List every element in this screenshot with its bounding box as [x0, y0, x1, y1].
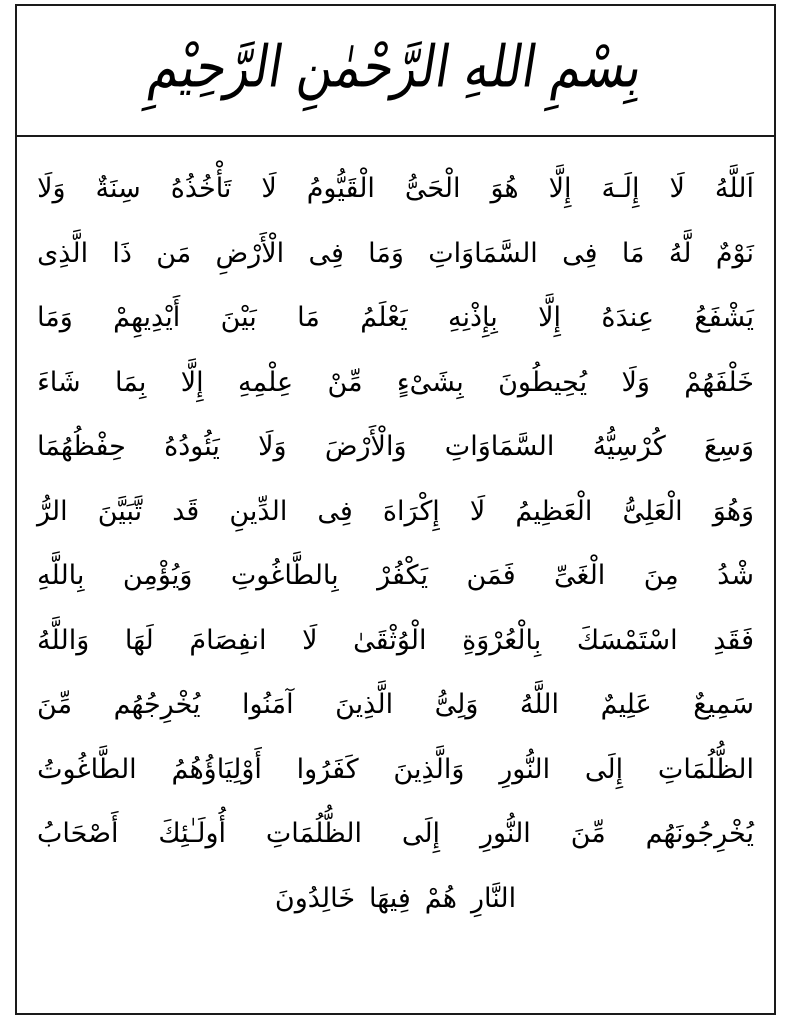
- verse-word: وَلَا: [621, 366, 650, 398]
- verse-line-inner: [37, 867, 754, 932]
- verse-line: [37, 867, 754, 932]
- verse-word: أَوْلِيَاؤُهُمُ: [171, 753, 262, 785]
- verse-word: مِّنْ: [327, 366, 363, 398]
- verse-line-inner: [37, 415, 754, 480]
- verse-line-inner: [37, 738, 754, 803]
- verse-word: بِإِذْنِهِ: [448, 302, 498, 333]
- verse-word: فِيهَا: [369, 882, 411, 914]
- verse-word: كَفَرُوا: [296, 753, 359, 785]
- verse-word: سَمِيعٌ: [693, 689, 754, 720]
- verse-word: يُحِيطُونَ: [498, 366, 588, 398]
- verse-word: يَكْفُرْ: [377, 560, 429, 591]
- verse-word: الْقَيُّومُ: [306, 173, 375, 204]
- verse-word: آمَنُوا: [242, 689, 294, 720]
- verse-line-inner: [37, 609, 754, 674]
- verse-body: [17, 137, 774, 1013]
- verse-word: الْغَىِّ: [554, 560, 606, 591]
- verse-word: مَن: [156, 237, 192, 269]
- verse-word: لَّهُ: [668, 237, 692, 269]
- verse-word: وَاللَّهُ: [37, 624, 90, 656]
- verse-word: مَا: [621, 237, 645, 269]
- verse-word: عِندَهُ: [601, 302, 654, 333]
- verse-line-inner: [37, 480, 754, 545]
- verse-word: مِنَ: [643, 560, 679, 591]
- verse-word: كُرْسِيُّهُ: [592, 431, 666, 462]
- verse-word: الَّذِينَ: [335, 689, 394, 720]
- verse-line: [37, 609, 754, 674]
- verse-line: [37, 286, 754, 351]
- page-frame: [15, 4, 776, 1015]
- verse-word: تَأْخُذُهُ: [170, 173, 232, 204]
- verse-word: وَهُوَ: [712, 495, 754, 527]
- verse-word: لَا: [469, 495, 486, 527]
- verse-word: فَمَن: [466, 560, 516, 591]
- verse-word: شَاءَ: [37, 366, 81, 398]
- verse-line-inner: [37, 286, 754, 351]
- verse-word: يُخْرِجُهُم: [113, 689, 201, 720]
- verse-word: بِشَىْءٍ: [396, 366, 464, 398]
- verse-word: اَللَّهُ: [714, 173, 754, 204]
- verse-line: [37, 157, 754, 222]
- verse-word: تَّبَيَّنَ: [97, 495, 143, 527]
- verse-word: أُولَـٰئِكَ: [158, 818, 226, 849]
- verse-word: شْدُ: [717, 560, 754, 591]
- verse-word: النُّورِ: [479, 818, 531, 849]
- verse-word: يَعْلَمُ: [360, 302, 408, 333]
- verse-word: مِّنَ: [37, 689, 73, 720]
- verse-line: [37, 222, 754, 287]
- verse-word: هُوَ: [490, 173, 519, 204]
- verse-word: إِلَـهَ: [601, 173, 640, 204]
- verse-word: سِنَةٌ: [95, 173, 141, 204]
- verse-word: النَّارِ: [471, 882, 517, 914]
- verse-word: عَلِيمٌ: [600, 689, 652, 720]
- verse-word: الْأَرْضِ: [215, 237, 285, 269]
- verse-line-inner: [37, 157, 754, 222]
- verse-word: اللَّهُ: [519, 689, 560, 720]
- verse-line: [37, 480, 754, 545]
- verse-word: وَلَا: [258, 431, 287, 462]
- verse-word: اسْتَمْسَكَ: [576, 624, 678, 656]
- verse-word: فِى: [562, 237, 598, 269]
- verse-word: فِى: [317, 495, 353, 527]
- verse-word: أَيْدِيهِمْ: [113, 302, 181, 333]
- verse-word: الْوُثْقَىٰ: [353, 624, 427, 656]
- verse-word: النُّورِ: [499, 753, 551, 785]
- verse-word: بَيْنَ: [220, 302, 257, 333]
- verse-word: إِلَى: [401, 818, 441, 849]
- verse-word: بِمَا: [114, 366, 147, 398]
- verse-line-inner: [37, 351, 754, 416]
- verse-word: انفِصَامَ: [189, 624, 267, 656]
- verse-line: [37, 673, 754, 738]
- verse-word: يَشْفَعُ: [694, 302, 754, 333]
- verse-word: مِّنَ: [570, 818, 606, 849]
- verse-word: الظُّلُمَاتِ: [265, 818, 362, 849]
- verse-word: هُمْ: [424, 882, 457, 914]
- verse-word: يُخْرِجُونَهُم: [645, 818, 754, 849]
- verse-line: [37, 544, 754, 609]
- verse-line-inner: [37, 544, 754, 609]
- verse-word: فِى: [308, 237, 344, 269]
- verse-word: قَد: [172, 495, 200, 527]
- verse-word: إِلَّا: [548, 173, 572, 204]
- verse-word: حِفْظُهُمَا: [37, 431, 126, 462]
- verse-word: الطَّاغُوتُ: [37, 753, 137, 785]
- verse-word: وَلَا: [37, 173, 66, 204]
- verse-line-inner: [37, 673, 754, 738]
- verse-word: بِاللَّهِ: [37, 560, 85, 591]
- verse-word: يَئُودُهُ: [164, 431, 220, 462]
- basmala-panel: [17, 6, 774, 137]
- verse-word: إِكْرَاهَ: [382, 495, 440, 527]
- verse-word: بِالطَّاغُوتِ: [230, 560, 339, 591]
- verse-word: خَلْفَهُمْ: [684, 366, 754, 398]
- verse-word: إِلَّا: [538, 302, 562, 333]
- verse-word: إِلَّا: [180, 366, 204, 398]
- verse-word: الرُّ: [37, 495, 68, 527]
- verse-word: الَّذِى: [37, 237, 89, 269]
- verse-line-inner: [37, 802, 754, 867]
- verse-word: لَهَا: [124, 624, 154, 656]
- verse-word: وَالَّذِينَ: [393, 753, 465, 785]
- verse-line: [37, 802, 754, 867]
- verse-line-inner: [37, 222, 754, 287]
- verse-word: وَلِىُّ: [434, 689, 479, 720]
- verse-word: الْعَلِىُّ: [622, 495, 683, 527]
- verse-word: وَمَا: [37, 302, 73, 333]
- verse-word: وَيُؤْمِن: [122, 560, 193, 591]
- verse-word: مَا: [297, 302, 320, 333]
- verse-word: خَالِدُونَ: [274, 882, 356, 914]
- verse-word: لَا: [302, 624, 318, 656]
- verse-word: وَمَا: [368, 237, 404, 269]
- verse-line: [37, 351, 754, 416]
- verse-word: الْعَظِيمُ: [515, 495, 593, 527]
- verse-word: الظُّلُمَاتِ: [657, 753, 754, 785]
- verse-word: عِلْمِهِ: [238, 366, 294, 398]
- verse-word: لَا: [261, 173, 277, 204]
- verse-word: السَّمَاوَاتِ: [444, 431, 555, 462]
- verse-word: فَقَدِ: [713, 624, 754, 656]
- verse-line: [37, 415, 754, 480]
- verse-word: لَا: [669, 173, 685, 204]
- verse-word: وَالْأَرْضَ: [324, 431, 407, 462]
- verse-word: بِالْعُرْوَةِ: [462, 624, 542, 656]
- basmala-calligraphy: بِسْمِ اللهِ الرَّحْمٰنِ الرَّحِيْمِ: [144, 33, 648, 101]
- verse-word: الدِّينِ: [229, 495, 288, 527]
- verse-word: وَسِعَ: [703, 431, 754, 462]
- verse-word: الْحَىُّ: [404, 173, 461, 204]
- verse-word: أَصْحَابُ: [37, 818, 119, 849]
- verse-word: إِلَى: [584, 753, 624, 785]
- verse-line: [37, 738, 754, 803]
- verse-word: ذَا: [112, 237, 132, 269]
- verse-word: نَوْمٌ: [715, 237, 754, 269]
- verse-word: السَّمَاوَاتِ: [428, 237, 538, 269]
